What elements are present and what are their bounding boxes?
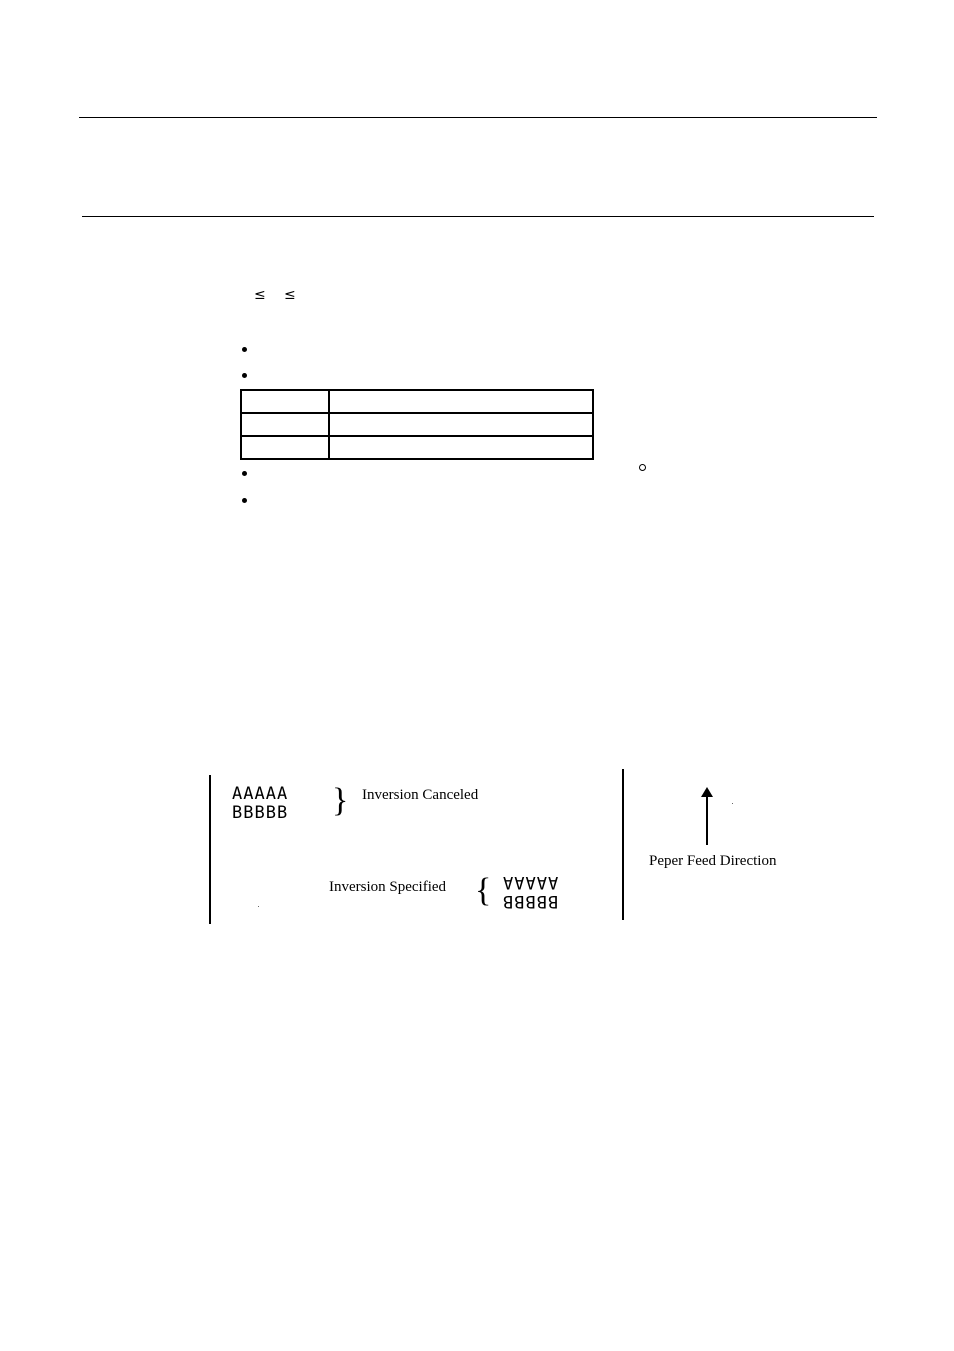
sample-text-inverted: BBBBB AAAAA [502,872,559,911]
inversion-specified-label: Inversion Specified [329,879,447,895]
arrow-shaft [706,792,708,845]
table-cell [241,413,329,436]
table-row [241,413,593,436]
spec-table [240,389,594,460]
bullet-4 [242,498,247,503]
paper-feed-direction-label: Peper Feed Direction [649,853,777,869]
figure-divider [622,769,624,920]
sample-text-upright: AAAAA BBBBB [232,784,289,823]
table-row [241,436,593,459]
left-brace: { [475,872,492,909]
speck [732,803,733,804]
table-cell [329,390,593,413]
table-row [241,390,593,413]
bullet-3 [242,471,247,476]
bullet-1 [242,347,247,352]
table-cell [241,390,329,413]
header-rule-top [79,117,877,118]
table-cell [241,436,329,459]
leq-symbol-1: ≤ [254,287,266,303]
header-rule-bottom [82,216,874,217]
right-brace: } [332,782,349,819]
table-cell [329,436,593,459]
speck [258,906,259,907]
bullet-2 [242,373,247,378]
table-cell [329,413,593,436]
figure-left-edge [209,775,211,924]
degree-symbol [639,464,646,471]
inversion-canceled-label: Inversion Canceled [362,787,479,803]
leq-symbol-2: ≤ [284,287,296,303]
